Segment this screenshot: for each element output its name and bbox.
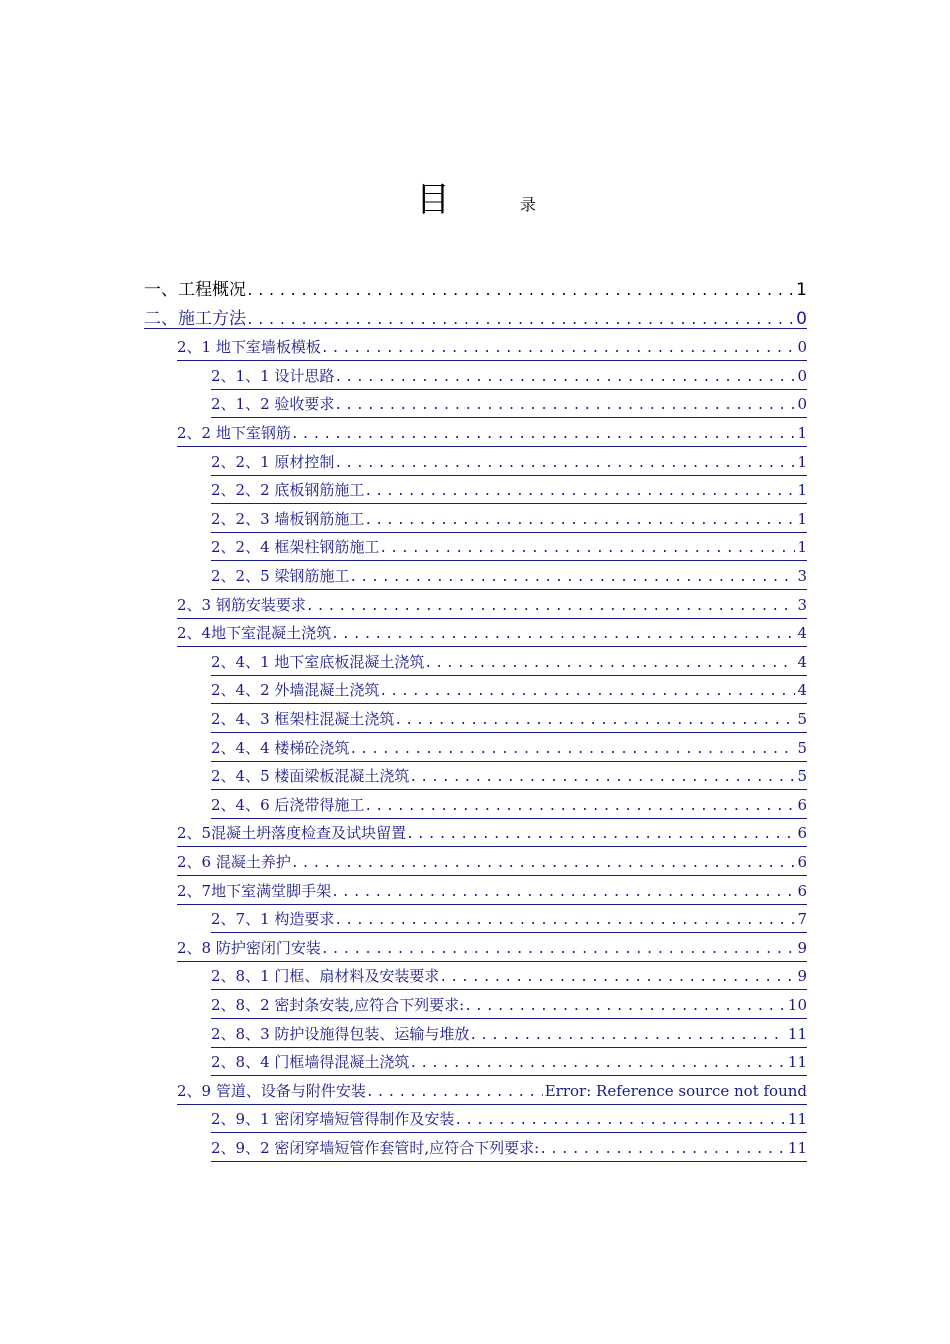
toc-entry-page: 0 (797, 366, 807, 385)
toc-entry-label: 2、2、5 梁钢筋施工 (211, 567, 350, 585)
toc-entry-label: 2、4、6 后浇带得施工 (211, 795, 365, 814)
toc-entry[interactable] (211, 965, 807, 990)
toc-entry-label: 2、5混凝土坍落度检查及试块留置 (177, 824, 407, 843)
toc-entry[interactable] (211, 479, 807, 504)
toc-entry[interactable] (177, 851, 807, 876)
toc-entry-label: 2、4、5 楼面梁板混凝土浇筑 (211, 767, 410, 786)
toc-entry[interactable] (211, 1108, 807, 1133)
toc-entry-label: 2、8、2 密封条安装,应符合下列要求: (211, 996, 465, 1014)
toc-entry-label: 2、6 混凝土养护 (177, 853, 291, 871)
toc-entry-page: 6 (797, 824, 807, 843)
toc-entry-page: 5 (797, 767, 807, 786)
toc-dot-leader (334, 371, 795, 384)
heading-char-mu: 目 (416, 180, 450, 220)
toc-dot-leader (366, 1086, 543, 1099)
toc-entry-page: 1 (797, 452, 807, 471)
toc-dot-leader (469, 1029, 786, 1042)
toc-dot-leader (306, 600, 796, 613)
toc-dot-leader (406, 828, 795, 841)
toc-entry-page: 6 (797, 795, 807, 814)
toc-entry-label: 2、1、2 验收要求 (211, 395, 335, 414)
toc-entry[interactable] (211, 908, 807, 933)
toc-entry[interactable] (211, 708, 807, 733)
toc-entry-label: 2、4地下室混凝土浇筑 (177, 624, 332, 643)
toc-dot-leader (364, 800, 795, 813)
toc-entry-page: 1 (796, 280, 807, 300)
toc-entry-label: 二、施工方法 (144, 308, 246, 329)
toc-entry[interactable] (211, 565, 807, 590)
toc-entry-page: 11 (787, 1024, 807, 1043)
toc-entry-page: 6 (797, 853, 807, 871)
toc-entry-page: 3 (797, 595, 807, 614)
toc-dot-leader (409, 771, 795, 784)
toc-dot-leader (364, 485, 795, 498)
toc-entry-label: 2、1 地下室墙板模板 (177, 338, 321, 357)
toc-dot-leader (291, 428, 796, 441)
toc-entry-label: 2、9、2 密闭穿墙短管作套管时,应符合下列要求: (211, 1139, 540, 1157)
toc-entry-label: 2、4、2 外墙混凝土浇筑 (211, 681, 380, 700)
toc-dot-leader (409, 1057, 786, 1070)
toc-entry[interactable] (177, 422, 807, 447)
toc-entry-page: 0 (796, 308, 807, 329)
toc-dot-leader (364, 514, 795, 527)
toc-entry-label: 2、7地下室满堂脚手架 (177, 881, 332, 900)
toc-entry[interactable] (211, 451, 807, 476)
toc-dot-leader (439, 971, 795, 984)
toc-dot-leader (246, 314, 794, 327)
toc-entry-page: 9 (797, 967, 807, 986)
toc-entry-page: 11 (787, 1110, 807, 1129)
toc-dot-leader (334, 457, 795, 470)
toc-entry-page: 7 (797, 910, 807, 929)
toc-dot-leader (539, 1143, 786, 1156)
toc-dot-leader (331, 628, 795, 641)
toc-entry-page: 1 (797, 481, 807, 500)
toc-entry-page: 0 (797, 338, 807, 357)
toc-entry[interactable] (144, 304, 807, 329)
toc-entry-label: 2、2、3 墙板钢筋施工 (211, 509, 365, 528)
toc-entry (144, 275, 807, 299)
heading-char-lu: 录 (520, 195, 537, 214)
toc-entry-page: 11 (787, 1053, 807, 1072)
toc-entry-page: 9 (797, 938, 807, 957)
toc-entry-page: 3 (797, 567, 807, 585)
toc-entry[interactable] (211, 765, 807, 790)
toc-entry-label: 2、8、1 门框、扇材料及安装要求 (211, 967, 440, 986)
toc-entry-label: 2、9 管道、设备与附件安装 (177, 1081, 366, 1100)
toc-dot-leader (379, 685, 795, 698)
toc-dot-leader (349, 571, 795, 584)
toc-entry-page: 6 (797, 881, 807, 900)
toc-dot-leader (394, 714, 795, 727)
toc-entry-label: 2、2 地下室钢筋 (177, 424, 291, 442)
toc-entry-page: 1 (797, 538, 807, 557)
toc-dot-leader (379, 542, 795, 555)
toc-entry-label: 2、4、1 地下室底板混凝土浇筑 (211, 652, 425, 671)
toc-entry-label: 2、4、3 框架柱混凝土浇筑 (211, 710, 395, 728)
toc-entry[interactable] (211, 508, 807, 533)
toc-entry[interactable] (211, 994, 807, 1019)
toc-dot-leader (349, 743, 795, 756)
toc-entry[interactable] (211, 365, 807, 390)
toc-entry[interactable] (177, 1080, 807, 1105)
toc-entry-label: 2、8、3 防护设施得包装、运输与堆放 (211, 1024, 470, 1043)
toc-entry-label: 2、2、2 底板钢筋施工 (211, 481, 365, 500)
toc-entry[interactable] (211, 1051, 807, 1076)
toc-entry-label: 2、8、4 门框墙得混凝土浇筑 (211, 1053, 410, 1072)
toc-dot-leader (454, 1114, 786, 1127)
toc-entry-label: 2、7、1 构造要求 (211, 910, 335, 929)
toc-entry[interactable] (211, 651, 807, 676)
toc-entry-label: 2、9、1 密闭穿墙短管得制作及安装 (211, 1110, 455, 1129)
toc-entry-page: Error: Reference source not found (544, 1081, 807, 1100)
toc-entry-page: 4 (797, 624, 807, 643)
toc-entry-page: 4 (797, 652, 807, 671)
toc-entry[interactable] (177, 336, 807, 361)
toc-entry[interactable] (211, 1137, 807, 1162)
toc-entry-page: 11 (787, 1139, 807, 1157)
toc-entry[interactable] (177, 594, 807, 619)
toc-entry-label: 一、工程概况 (144, 280, 246, 300)
toc-entry[interactable] (177, 622, 807, 647)
toc-dot-leader (291, 857, 796, 870)
toc-entry-label: 2、8 防护密闭门安装 (177, 938, 321, 957)
toc-dot-leader (334, 399, 795, 412)
toc-entry[interactable] (177, 822, 807, 847)
toc-dot-leader (464, 1000, 786, 1013)
toc-entry[interactable] (211, 1023, 807, 1048)
toc-entry-page: 10 (787, 996, 807, 1014)
toc-entry[interactable] (211, 737, 807, 762)
toc-entry-label: 2、1、1 设计思路 (211, 366, 335, 385)
toc-entry[interactable] (211, 794, 807, 819)
toc-entry[interactable] (211, 536, 807, 561)
toc-dot-leader (424, 657, 795, 670)
toc-dot-leader (246, 285, 794, 298)
toc-entry[interactable] (211, 679, 807, 704)
toc-entry-page: 5 (797, 738, 807, 757)
toc-entry-page: 4 (797, 681, 807, 700)
toc-entry-label: 2、4、4 楼梯砼浇筑 (211, 738, 350, 757)
toc-entry-page: 1 (797, 424, 807, 442)
toc-entry-label: 2、2、1 原材控制 (211, 452, 335, 471)
toc-dot-leader (334, 914, 795, 927)
toc-entry[interactable] (177, 937, 807, 962)
toc-entry[interactable] (211, 393, 807, 418)
toc-entry[interactable] (177, 880, 807, 905)
toc-dot-leader (321, 342, 796, 355)
toc-dot-leader (321, 943, 796, 956)
toc-dot-leader (331, 886, 795, 899)
toc-entry-page: 1 (797, 509, 807, 528)
toc-entry-label: 2、3 钢筋安装要求 (177, 595, 306, 614)
toc-entry-label: 2、2、4 框架柱钢筋施工 (211, 538, 380, 557)
toc-entry-page: 5 (797, 710, 807, 728)
toc-entry-page: 0 (797, 395, 807, 414)
